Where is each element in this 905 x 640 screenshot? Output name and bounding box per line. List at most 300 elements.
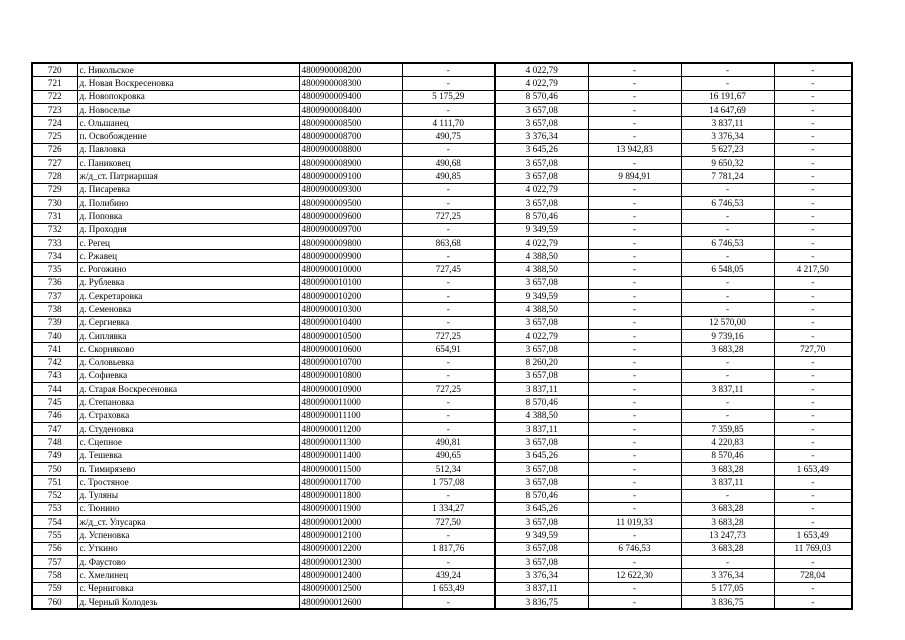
settlement-name-cell: ж/д_ст. Улусарка: [77, 516, 299, 529]
row-number-cell: 760: [32, 595, 77, 609]
value-col-4-cell: 14 647,69: [681, 103, 774, 116]
value-col-2-cell: 3 837,11: [495, 383, 588, 396]
value-col-2-cell: 3 836,75: [495, 595, 588, 609]
value-col-2-cell: 3 837,11: [495, 582, 588, 595]
value-col-1-cell: -: [402, 303, 495, 316]
value-col-3-cell: 12 622,30: [588, 569, 681, 582]
value-col-4-cell: -: [681, 210, 774, 223]
value-col-2-cell: 3 657,08: [495, 476, 588, 489]
value-col-3-cell: -: [588, 210, 681, 223]
value-col-2-cell: 4 388,50: [495, 250, 588, 263]
value-col-4-cell: -: [681, 276, 774, 289]
settlement-name-cell: с. Уткино: [77, 542, 299, 555]
value-col-2-cell: 4 022,79: [495, 329, 588, 342]
settlement-name-cell: с. Скорняково: [77, 343, 299, 356]
value-col-2-cell: 3 645,26: [495, 449, 588, 462]
value-col-3-cell: 9 894,91: [588, 170, 681, 183]
value-col-2-cell: 3 645,26: [495, 143, 588, 156]
row-number-cell: 738: [32, 303, 77, 316]
value-col-4-cell: -: [681, 63, 774, 77]
value-col-2-cell: 8 570,46: [495, 90, 588, 103]
code-cell: 4800900011900: [299, 502, 402, 515]
value-col-4-cell: 6 548,05: [681, 263, 774, 276]
value-col-2-cell: 3 657,08: [495, 196, 588, 209]
code-cell: 4800900009100: [299, 170, 402, 183]
value-col-2-cell: 4 022,79: [495, 77, 588, 90]
value-col-3-cell: -: [588, 489, 681, 502]
code-cell: 4800900012000: [299, 516, 402, 529]
value-col-5-cell: -: [774, 303, 852, 316]
value-col-1-cell: 727,50: [402, 516, 495, 529]
table-row: [32, 529, 852, 542]
value-col-2-cell: 8 570,46: [495, 396, 588, 409]
table-row: [32, 157, 852, 170]
code-cell: 4800900012600: [299, 595, 402, 609]
value-col-3-cell: -: [588, 423, 681, 436]
settlement-name-cell: д. Успеновка: [77, 529, 299, 542]
value-col-1-cell: -: [402, 103, 495, 116]
value-col-4-cell: 3 376,34: [681, 130, 774, 143]
code-cell: 4800900012500: [299, 582, 402, 595]
code-cell: 4800900008200: [299, 63, 402, 77]
value-col-5-cell: -: [774, 250, 852, 263]
value-col-4-cell: -: [681, 555, 774, 568]
value-col-1-cell: -: [402, 316, 495, 329]
row-number-cell: 757: [32, 555, 77, 568]
row-number-cell: 746: [32, 409, 77, 422]
row-number-cell: 735: [32, 263, 77, 276]
table-row: [32, 223, 852, 236]
value-col-5-cell: -: [774, 117, 852, 130]
value-col-5-cell: 11 769,03: [774, 542, 852, 555]
value-col-3-cell: -: [588, 223, 681, 236]
row-number-cell: 720: [32, 63, 77, 77]
table-row: [32, 476, 852, 489]
value-col-3-cell: -: [588, 502, 681, 515]
value-col-2-cell: 3 657,08: [495, 542, 588, 555]
code-cell: 4800900011300: [299, 436, 402, 449]
value-col-3-cell: -: [588, 449, 681, 462]
table-row: [32, 196, 852, 209]
code-cell: 4800900008900: [299, 157, 402, 170]
row-number-cell: 751: [32, 476, 77, 489]
table-row: [32, 117, 852, 130]
code-cell: 4800900009700: [299, 223, 402, 236]
table-row: [32, 582, 852, 595]
table-row: [32, 143, 852, 156]
value-col-4-cell: 8 570,46: [681, 449, 774, 462]
table-row: [32, 183, 852, 196]
code-cell: 4800900009500: [299, 196, 402, 209]
value-col-3-cell: -: [588, 409, 681, 422]
value-col-5-cell: -: [774, 582, 852, 595]
settlement-name-cell: д. Секретаровка: [77, 290, 299, 303]
value-col-3-cell: -: [588, 436, 681, 449]
value-col-5-cell: -: [774, 369, 852, 382]
value-col-3-cell: -: [588, 290, 681, 303]
value-col-4-cell: 3 376,34: [681, 569, 774, 582]
settlement-name-cell: с. Регец: [77, 236, 299, 249]
settlement-name-cell: с. Тюнино: [77, 502, 299, 515]
value-col-2-cell: 4 388,50: [495, 409, 588, 422]
settlement-name-cell: д. Новая Воскресеновка: [77, 77, 299, 90]
value-col-1-cell: -: [402, 276, 495, 289]
value-col-1-cell: 490,68: [402, 157, 495, 170]
value-col-2-cell: 3 376,34: [495, 130, 588, 143]
row-number-cell: 737: [32, 290, 77, 303]
value-col-5-cell: 728,04: [774, 569, 852, 582]
value-col-3-cell: -: [588, 130, 681, 143]
table-row: [32, 595, 852, 609]
row-number-cell: 730: [32, 196, 77, 209]
data-table: [31, 62, 853, 610]
code-cell: 4800900010300: [299, 303, 402, 316]
value-col-4-cell: -: [681, 290, 774, 303]
value-col-3-cell: 6 746,53: [588, 542, 681, 555]
code-cell: 4800900010500: [299, 329, 402, 342]
settlement-name-cell: д. Новопокровка: [77, 90, 299, 103]
value-col-4-cell: -: [681, 396, 774, 409]
value-col-3-cell: -: [588, 103, 681, 116]
table-row: [32, 569, 852, 582]
value-col-4-cell: -: [681, 77, 774, 90]
value-col-4-cell: 5 177,05: [681, 582, 774, 595]
value-col-4-cell: 6 746,53: [681, 196, 774, 209]
value-col-4-cell: 9 739,16: [681, 329, 774, 342]
settlement-name-cell: д. Писаревка: [77, 183, 299, 196]
value-col-2-cell: 9 349,59: [495, 223, 588, 236]
code-cell: 4800900011700: [299, 476, 402, 489]
value-col-1-cell: -: [402, 356, 495, 369]
value-col-3-cell: -: [588, 63, 681, 77]
value-col-2-cell: 8 570,46: [495, 489, 588, 502]
value-col-5-cell: -: [774, 595, 852, 609]
table-body: [32, 63, 852, 609]
code-cell: 4800900011500: [299, 462, 402, 475]
value-col-1-cell: -: [402, 223, 495, 236]
row-number-cell: 727: [32, 157, 77, 170]
value-col-5-cell: -: [774, 103, 852, 116]
value-col-1-cell: -: [402, 183, 495, 196]
table-row: [32, 63, 852, 77]
value-col-2-cell: 3 657,08: [495, 436, 588, 449]
code-cell: 4800900008500: [299, 117, 402, 130]
code-cell: 4800900008800: [299, 143, 402, 156]
value-col-1-cell: 490,75: [402, 130, 495, 143]
value-col-1-cell: -: [402, 250, 495, 263]
value-col-3-cell: -: [588, 77, 681, 90]
settlement-name-cell: д. Софиевка: [77, 369, 299, 382]
table-row: [32, 369, 852, 382]
row-number-cell: 726: [32, 143, 77, 156]
value-col-1-cell: 1 817,76: [402, 542, 495, 555]
value-col-5-cell: -: [774, 157, 852, 170]
value-col-1-cell: 863,68: [402, 236, 495, 249]
table-row: [32, 356, 852, 369]
table-row: [32, 449, 852, 462]
value-col-5-cell: -: [774, 63, 852, 77]
value-col-5-cell: -: [774, 476, 852, 489]
value-col-4-cell: 3 683,28: [681, 462, 774, 475]
value-col-5-cell: -: [774, 489, 852, 502]
code-cell: 4800900012400: [299, 569, 402, 582]
row-number-cell: 744: [32, 383, 77, 396]
value-col-3-cell: -: [588, 555, 681, 568]
value-col-3-cell: -: [588, 90, 681, 103]
code-cell: 4800900009800: [299, 236, 402, 249]
row-number-cell: 729: [32, 183, 77, 196]
value-col-5-cell: -: [774, 502, 852, 515]
settlement-name-cell: д. Семеновка: [77, 303, 299, 316]
row-number-cell: 732: [32, 223, 77, 236]
settlement-name-cell: д. Черный Колодезь: [77, 595, 299, 609]
value-col-4-cell: -: [681, 369, 774, 382]
row-number-cell: 739: [32, 316, 77, 329]
value-col-2-cell: 3 657,08: [495, 316, 588, 329]
value-col-1-cell: -: [402, 196, 495, 209]
table-row: [32, 516, 852, 529]
settlement-name-cell: с. Ольшанец: [77, 117, 299, 130]
value-col-5-cell: -: [774, 383, 852, 396]
settlement-name-cell: с. Ржавец: [77, 250, 299, 263]
value-col-4-cell: -: [681, 303, 774, 316]
settlement-name-cell: д. Полибино: [77, 196, 299, 209]
row-number-cell: 740: [32, 329, 77, 342]
value-col-5-cell: -: [774, 196, 852, 209]
row-number-cell: 743: [32, 369, 77, 382]
value-col-3-cell: -: [588, 383, 681, 396]
value-col-1-cell: -: [402, 555, 495, 568]
value-col-5-cell: -: [774, 223, 852, 236]
value-col-5-cell: -: [774, 77, 852, 90]
value-col-1-cell: 490,81: [402, 436, 495, 449]
table-row: [32, 409, 852, 422]
value-col-1-cell: -: [402, 489, 495, 502]
settlement-name-cell: д. Новоселье: [77, 103, 299, 116]
table-row: [32, 436, 852, 449]
value-col-5-cell: -: [774, 170, 852, 183]
row-number-cell: 724: [32, 117, 77, 130]
code-cell: 4800900010900: [299, 383, 402, 396]
table-row: [32, 555, 852, 568]
row-number-cell: 749: [32, 449, 77, 462]
value-col-5-cell: -: [774, 423, 852, 436]
value-col-1-cell: 727,45: [402, 263, 495, 276]
value-col-2-cell: 4 388,50: [495, 303, 588, 316]
value-col-1-cell: 490,65: [402, 449, 495, 462]
value-col-3-cell: -: [588, 462, 681, 475]
row-number-cell: 721: [32, 77, 77, 90]
value-col-4-cell: 9 650,32: [681, 157, 774, 170]
value-col-4-cell: 3 837,11: [681, 383, 774, 396]
table-row: [32, 542, 852, 555]
value-col-1-cell: 727,25: [402, 383, 495, 396]
code-cell: 4800900010400: [299, 316, 402, 329]
value-col-5-cell: -: [774, 436, 852, 449]
value-col-3-cell: -: [588, 476, 681, 489]
value-col-5-cell: 1 653,49: [774, 529, 852, 542]
value-col-1-cell: -: [402, 290, 495, 303]
value-col-3-cell: -: [588, 236, 681, 249]
value-col-5-cell: 4 217,50: [774, 263, 852, 276]
settlement-name-cell: п. Освобождение: [77, 130, 299, 143]
settlement-name-cell: д. Павловка: [77, 143, 299, 156]
value-col-4-cell: 13 247,73: [681, 529, 774, 542]
settlement-name-cell: с. Рогожино: [77, 263, 299, 276]
value-col-1-cell: 727,25: [402, 210, 495, 223]
settlement-name-cell: ж/д_ст. Патриаршая: [77, 170, 299, 183]
table-row: [32, 290, 852, 303]
value-col-4-cell: 3 683,28: [681, 542, 774, 555]
table-row: [32, 316, 852, 329]
code-cell: 4800900010000: [299, 263, 402, 276]
code-cell: 4800900010700: [299, 356, 402, 369]
code-cell: 4800900010800: [299, 369, 402, 382]
settlement-name-cell: д. Старая Воскресеновка: [77, 383, 299, 396]
row-number-cell: 742: [32, 356, 77, 369]
value-col-4-cell: 3 837,11: [681, 117, 774, 130]
table-row: [32, 90, 852, 103]
value-col-4-cell: -: [681, 223, 774, 236]
value-col-1-cell: -: [402, 423, 495, 436]
value-col-2-cell: 3 837,11: [495, 423, 588, 436]
table-row: [32, 396, 852, 409]
code-cell: 4800900011200: [299, 423, 402, 436]
value-col-1-cell: 4 111,70: [402, 117, 495, 130]
value-col-4-cell: -: [681, 356, 774, 369]
value-col-5-cell: -: [774, 236, 852, 249]
value-col-3-cell: -: [588, 329, 681, 342]
code-cell: 4800900009400: [299, 90, 402, 103]
code-cell: 4800900011800: [299, 489, 402, 502]
value-col-5-cell: -: [774, 449, 852, 462]
table-row: [32, 130, 852, 143]
value-col-4-cell: 7 781,24: [681, 170, 774, 183]
value-col-4-cell: 4 220,83: [681, 436, 774, 449]
value-col-2-cell: 3 657,08: [495, 103, 588, 116]
value-col-4-cell: -: [681, 489, 774, 502]
value-col-5-cell: -: [774, 316, 852, 329]
settlement-name-cell: д. Сиплявка: [77, 329, 299, 342]
settlement-name-cell: д. Сергиевка: [77, 316, 299, 329]
value-col-1-cell: -: [402, 396, 495, 409]
code-cell: 4800900008300: [299, 77, 402, 90]
settlement-name-cell: д. Рублевка: [77, 276, 299, 289]
value-col-3-cell: -: [588, 369, 681, 382]
settlement-name-cell: д. Студеновка: [77, 423, 299, 436]
row-number-cell: 747: [32, 423, 77, 436]
table-row: [32, 170, 852, 183]
value-col-5-cell: -: [774, 183, 852, 196]
value-col-1-cell: 1 757,08: [402, 476, 495, 489]
table-row: [32, 236, 852, 249]
value-col-3-cell: 13 942,83: [588, 143, 681, 156]
value-col-5-cell: -: [774, 90, 852, 103]
table-row: [32, 77, 852, 90]
value-col-4-cell: 7 359,85: [681, 423, 774, 436]
code-cell: 4800900008700: [299, 130, 402, 143]
value-col-1-cell: 439,24: [402, 569, 495, 582]
value-col-1-cell: 490,85: [402, 170, 495, 183]
value-col-2-cell: 9 349,59: [495, 290, 588, 303]
settlement-name-cell: с. Тростяное: [77, 476, 299, 489]
value-col-2-cell: 3 657,08: [495, 369, 588, 382]
value-col-3-cell: -: [588, 396, 681, 409]
value-col-5-cell: 727,70: [774, 343, 852, 356]
value-col-5-cell: -: [774, 130, 852, 143]
row-number-cell: 752: [32, 489, 77, 502]
value-col-3-cell: -: [588, 183, 681, 196]
value-col-5-cell: -: [774, 516, 852, 529]
row-number-cell: 736: [32, 276, 77, 289]
table-row: [32, 103, 852, 116]
settlement-name-cell: д. Тешевка: [77, 449, 299, 462]
row-number-cell: 723: [32, 103, 77, 116]
settlement-name-cell: д. Степановка: [77, 396, 299, 409]
value-col-1-cell: -: [402, 529, 495, 542]
row-number-cell: 759: [32, 582, 77, 595]
settlement-name-cell: с. Никольское: [77, 63, 299, 77]
code-cell: 4800900009600: [299, 210, 402, 223]
settlement-name-cell: д. Туляны: [77, 489, 299, 502]
value-col-4-cell: 6 746,53: [681, 236, 774, 249]
row-number-cell: 753: [32, 502, 77, 515]
value-col-3-cell: -: [588, 582, 681, 595]
table-row: [32, 383, 852, 396]
value-col-1-cell: 654,91: [402, 343, 495, 356]
value-col-5-cell: -: [774, 356, 852, 369]
value-col-5-cell: -: [774, 555, 852, 568]
settlement-name-cell: д. Страховка: [77, 409, 299, 422]
value-col-2-cell: 4 022,79: [495, 63, 588, 77]
value-col-1-cell: 5 175,29: [402, 90, 495, 103]
value-col-3-cell: -: [588, 316, 681, 329]
value-col-4-cell: 3 836,75: [681, 595, 774, 609]
settlement-name-cell: с. Хмелинец: [77, 569, 299, 582]
value-col-3-cell: -: [588, 595, 681, 609]
value-col-4-cell: 3 837,11: [681, 476, 774, 489]
value-col-2-cell: 3 657,08: [495, 343, 588, 356]
value-col-4-cell: 5 627,23: [681, 143, 774, 156]
value-col-2-cell: 8 570,46: [495, 210, 588, 223]
table-row: [32, 263, 852, 276]
value-col-1-cell: -: [402, 143, 495, 156]
table-row: [32, 276, 852, 289]
code-cell: 4800900009300: [299, 183, 402, 196]
value-col-4-cell: 3 683,28: [681, 343, 774, 356]
row-number-cell: 755: [32, 529, 77, 542]
value-col-5-cell: -: [774, 276, 852, 289]
settlement-name-cell: с. Черниговка: [77, 582, 299, 595]
value-col-2-cell: 3 376,34: [495, 569, 588, 582]
value-col-2-cell: 3 657,08: [495, 276, 588, 289]
value-col-4-cell: -: [681, 183, 774, 196]
value-col-2-cell: 3 657,08: [495, 170, 588, 183]
value-col-2-cell: 8 260,20: [495, 356, 588, 369]
table-row: [32, 343, 852, 356]
value-col-5-cell: -: [774, 409, 852, 422]
value-col-2-cell: 3 657,08: [495, 516, 588, 529]
value-col-5-cell: -: [774, 210, 852, 223]
value-col-1-cell: -: [402, 369, 495, 382]
code-cell: 4800900010200: [299, 290, 402, 303]
settlement-name-cell: д. Поповка: [77, 210, 299, 223]
code-cell: 4800900010600: [299, 343, 402, 356]
code-cell: 4800900008400: [299, 103, 402, 116]
value-col-2-cell: 4 022,79: [495, 183, 588, 196]
value-col-3-cell: -: [588, 196, 681, 209]
value-col-3-cell: -: [588, 343, 681, 356]
